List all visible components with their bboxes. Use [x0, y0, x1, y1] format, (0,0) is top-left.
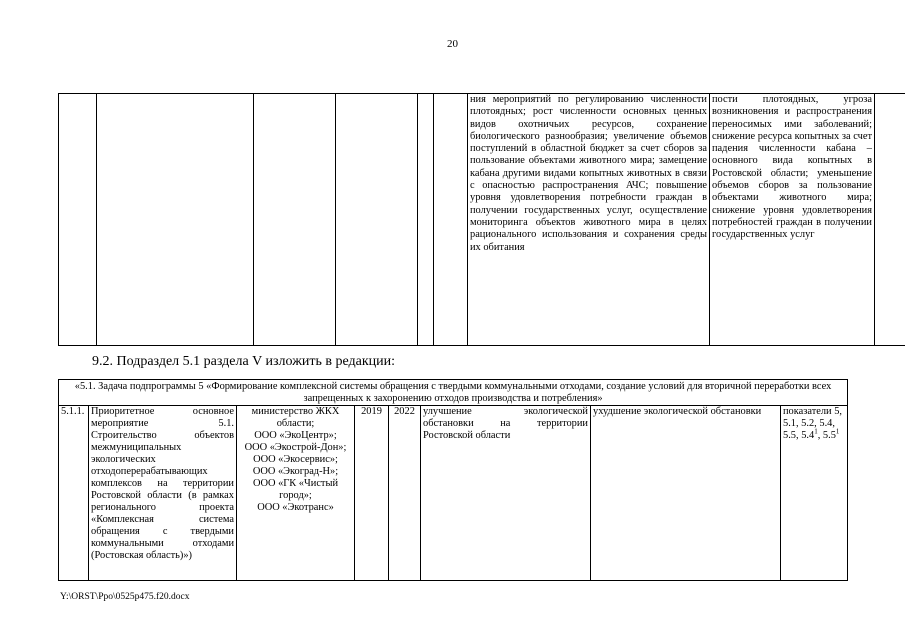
expected-result: улучшение экологической обстановки на территории Ростовской области — [421, 406, 591, 581]
indicator-5-4-1: $5.4^1$ — [801, 427, 818, 441]
measure-name: Приоритетное основное мероприятие 5.1. Строительство объектов межмуниципальных экологических отходоперерабатывающих комплексов на территории Ростовской области (в рамках регионального проекта «Комплексная система обращения с твердыми коммунальными отходами (Ростовская область)») — [89, 406, 237, 581]
table-row — [59, 406, 848, 581]
executor: ООО «ГК «Чистый город»; — [252, 478, 339, 501]
cell-empty — [97, 94, 254, 346]
consequence: ухудшение экологической обстановки — [591, 406, 781, 581]
executor: ООО «Экоград-Н»; — [252, 466, 339, 477]
cell-empty — [59, 94, 97, 346]
executor: министерство ЖКХ области; — [251, 406, 340, 429]
subsection-table — [58, 379, 848, 581]
consequences-cell: пости плотоядных, угроза возникновения и распространения переносимых ими заболеваний; снижение ресурса копытных за счет падения численности кабана – основного вида копытных в Ростовской области; уменьшение объемов сборов за пользование объектами животного мира; снижение уровня удовлетворения потребностей граждан в получении государственных услуг — [710, 94, 875, 346]
expected-results-cell: ния мероприятий по регулированию численности плотоядных; рост численности основных ценных видов охотничьих ресурсов, сохранение биологического разнообразия; увеличение объемов поступлений в областной бюджет за счет сборов за пользование объектами животного мира; замещение кабана другими видами копытных животных в связи с опасностью распространения АЧС; повышение уровня удовлетворения потребности граждан в получении государственных услуг, осуществление мониторинга объектов животного мира в целях рационального использования и сохранения среды их обитания — [468, 94, 710, 346]
executor: ООО «ЭкоЦентр»; — [254, 430, 337, 441]
indicators: показатели 5, 5.1, 5.2, 5.4, 5.5, $5.4^1$, $5.5^1$ — [781, 406, 848, 581]
executor: ООО «Экострой-Дон»; — [244, 442, 347, 453]
cell-empty — [434, 94, 468, 346]
cell-empty — [418, 94, 434, 346]
executor: ООО «Экосервис»; — [253, 454, 338, 465]
file-path-footer: Y:\ORST\Ppo\0525p475.f20.docx — [60, 592, 190, 602]
year-end: 2022 — [389, 406, 421, 581]
indicators-main: показатели 5, 5.1, 5.2, 5.4, 5.5, — [783, 406, 842, 441]
section-heading: 9.2. Подраздел 5.1 раздела V изложить в редакции: — [92, 354, 396, 369]
year-start: 2019 — [355, 406, 389, 581]
executors — [237, 406, 355, 581]
cell-empty — [875, 94, 905, 346]
executor: ООО «Экотранс» — [257, 502, 334, 513]
cell-empty — [254, 94, 336, 346]
cell-empty — [336, 94, 418, 346]
row-number: 5.1.1. — [59, 406, 89, 581]
task-header: «5.1. Задача подпрограммы 5 «Формирование комплексной системы обращения с твердыми коммунальными отходами, создание условий для вторичной переработки всех запрещенных к захоронению отходов производства и потребления» — [59, 380, 848, 406]
indicator-5-5-1: $5.5^1$ — [822, 427, 840, 441]
continued-table — [58, 93, 905, 346]
page-number: 20 — [447, 38, 458, 50]
